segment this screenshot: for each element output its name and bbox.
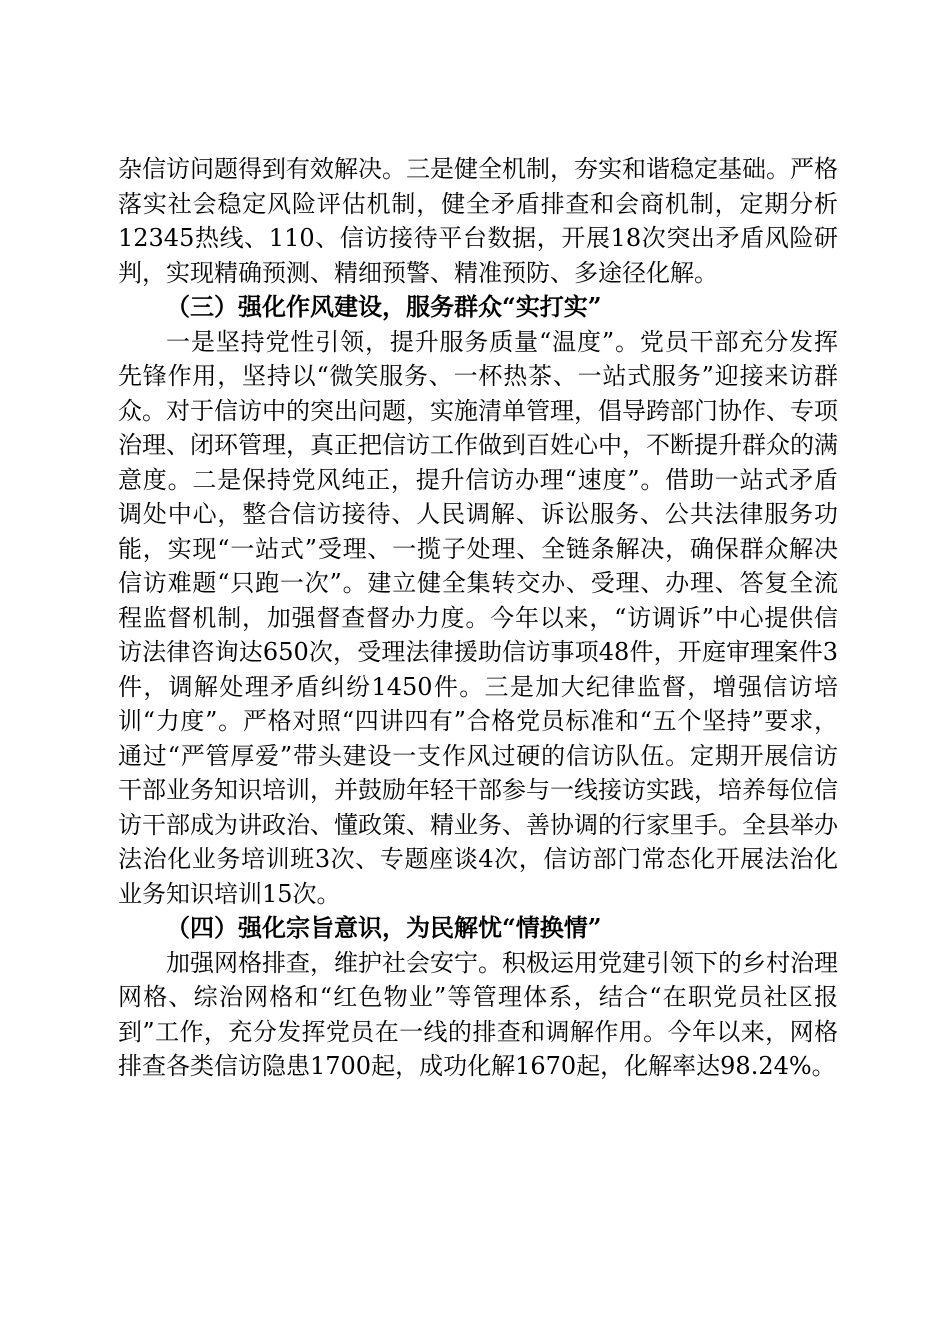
paragraph-work-style: 一是坚持党性引领，提升服务质量“温度”。党员干部充分发挥先锋作用，坚持以“微笑服务、一杯热茶、一站式服务”迎接来访群众。对于信访中的突出问题，实施清单管理，倡导跨部门协作、专项治理、闭环管理，真正把信访工作做到百姓心中，不断提升群众的满意度。二是保持党风纯正，提升信访办理“速度”。借助一站式矛盾调处中心，整合信访接待、人民调解、诉讼服务、公共法律服务功能，实现“一站式”受理、一揽子处理、全链条解决，确保群众解决信访难题“只跑一次”。建立健全集转交办、受理、办理、答复全流程监督机制，加强督查督办力度。今年以来，“访调诉”中心提供信访法律咨询达650次，受理法律援助信访事项48件，开庭审理案件3件，调解处理矛盾纠纷1450件。三是加大纪律监督，增强信访培训“力度”。严格对照“四讲四有”合格党员标准和“五个坚持”要求，通过“严管厚爱”带头建设一支作风过硬的信访队伍。定期开展信访干部业务知识培训，并鼓励年轻干部参与一线接访实践，培养每位信访干部成为讲政治、懂政策、精业务、善协调的行家里手。全县举办法治化业务培训班3次、专题座谈4次，信访部门常态化开展法治化业务知识培训15次。 bbox=[118, 327, 838, 908]
paragraph-grid-inspection: 加强网格排查，维护社会安宁。积极运用党建引领下的乡村治理网格、综治网格和“红色物业”等管理体系，结合“在职党员社区报到”工作，充分发挥党员在一线的排查和调解作用。今年以来，网格排查各类信访隐患1700起，成功化解1670起，化解率达98.24%。 bbox=[118, 948, 838, 1080]
section-heading-three: （三）强化作风建设，服务群众“实打实” bbox=[166, 292, 602, 321]
document-body bbox=[118, 152, 838, 1084]
section-heading-four: （四）强化宗旨意识，为民解忧“情换情” bbox=[166, 913, 602, 942]
paragraph-continuation: 杂信访问题得到有效解决。三是健全机制，夯实和谐稳定基础。严格落实社会稳定风险评估机制，健全矛盾排查和会商机制，定期分析12345热线、110、信访接待平台数据，开展18次突出矛盾风险研判，实现精确预测、精细预警、精准预防、多途径化解。 bbox=[118, 155, 838, 287]
